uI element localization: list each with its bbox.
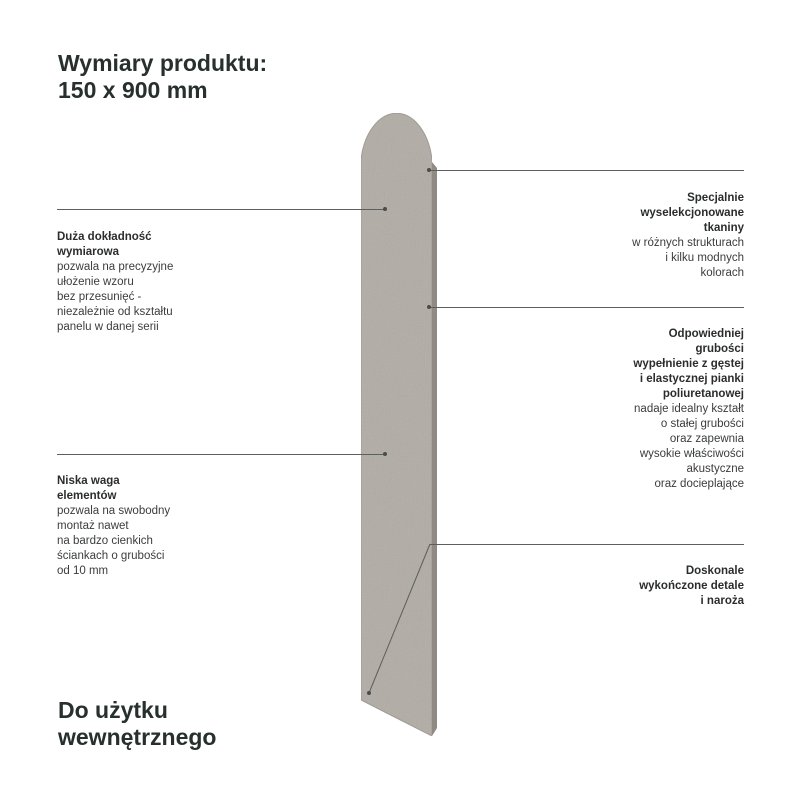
note-text: w różnych strukturach	[632, 237, 744, 249]
note-heading: Duża dokładność	[57, 231, 152, 243]
note-details	[639, 564, 744, 609]
usage-line-1: Do użytku	[58, 697, 168, 723]
note-text: montaż nawet	[57, 520, 129, 532]
note-foam	[633, 327, 744, 492]
note-heading: Specjalnie	[687, 192, 744, 204]
note-heading: Doskonale	[685, 565, 744, 577]
note-heading: i elastycznej pianki	[639, 373, 744, 385]
note-heading: Odpowiedniej	[668, 328, 744, 340]
note-heading: Niska waga	[57, 475, 120, 487]
note-text: pozwala na precyzyjne	[57, 261, 174, 273]
note-heading: wykończone detale	[639, 580, 744, 592]
note-text: pozwala na swobodny	[57, 505, 171, 517]
note-text: na bardzo cienkich	[57, 535, 153, 547]
title-line-2: 150 x 900 mm	[58, 77, 208, 103]
note-text: wysokie właściwości	[639, 448, 744, 460]
note-heading: wypełnienie z gęstej	[633, 358, 744, 370]
note-weight	[57, 474, 170, 579]
note-heading: tkaniny	[703, 222, 744, 234]
note-text: kolorach	[700, 267, 744, 279]
note-text: akustyczne	[686, 463, 744, 475]
note-text: nadaje idealny kształt	[634, 403, 744, 415]
note-text: niezależnie od kształtu	[57, 306, 173, 318]
note-heading: wymiarowa	[57, 246, 119, 258]
note-text: oraz docieplające	[654, 478, 744, 490]
note-text: i kilku modnych	[665, 252, 744, 264]
usage-line-2: wewnętrznego	[58, 724, 217, 750]
note-text: bez przesunięć -	[57, 291, 142, 303]
note-text: panelu w danej serii	[57, 321, 159, 333]
note-text: ściankach o grubości	[57, 550, 165, 562]
note-text: ułożenie wzoru	[57, 276, 134, 288]
note-heading: wyselekcjonowane	[640, 207, 744, 219]
note-text: oraz zapewnia	[669, 433, 744, 445]
note-heading: i naroża	[700, 595, 744, 607]
note-text: o stałej grubości	[660, 418, 744, 430]
note-heading: elementów	[57, 490, 117, 502]
note-heading: grubości	[695, 343, 744, 355]
note-accuracy	[57, 230, 173, 335]
title-line-1: Wymiary produktu:	[58, 50, 268, 76]
note-fabrics	[632, 191, 744, 281]
note-text: od 10 mm	[57, 565, 109, 577]
note-heading: poliuretanowej	[662, 388, 744, 400]
